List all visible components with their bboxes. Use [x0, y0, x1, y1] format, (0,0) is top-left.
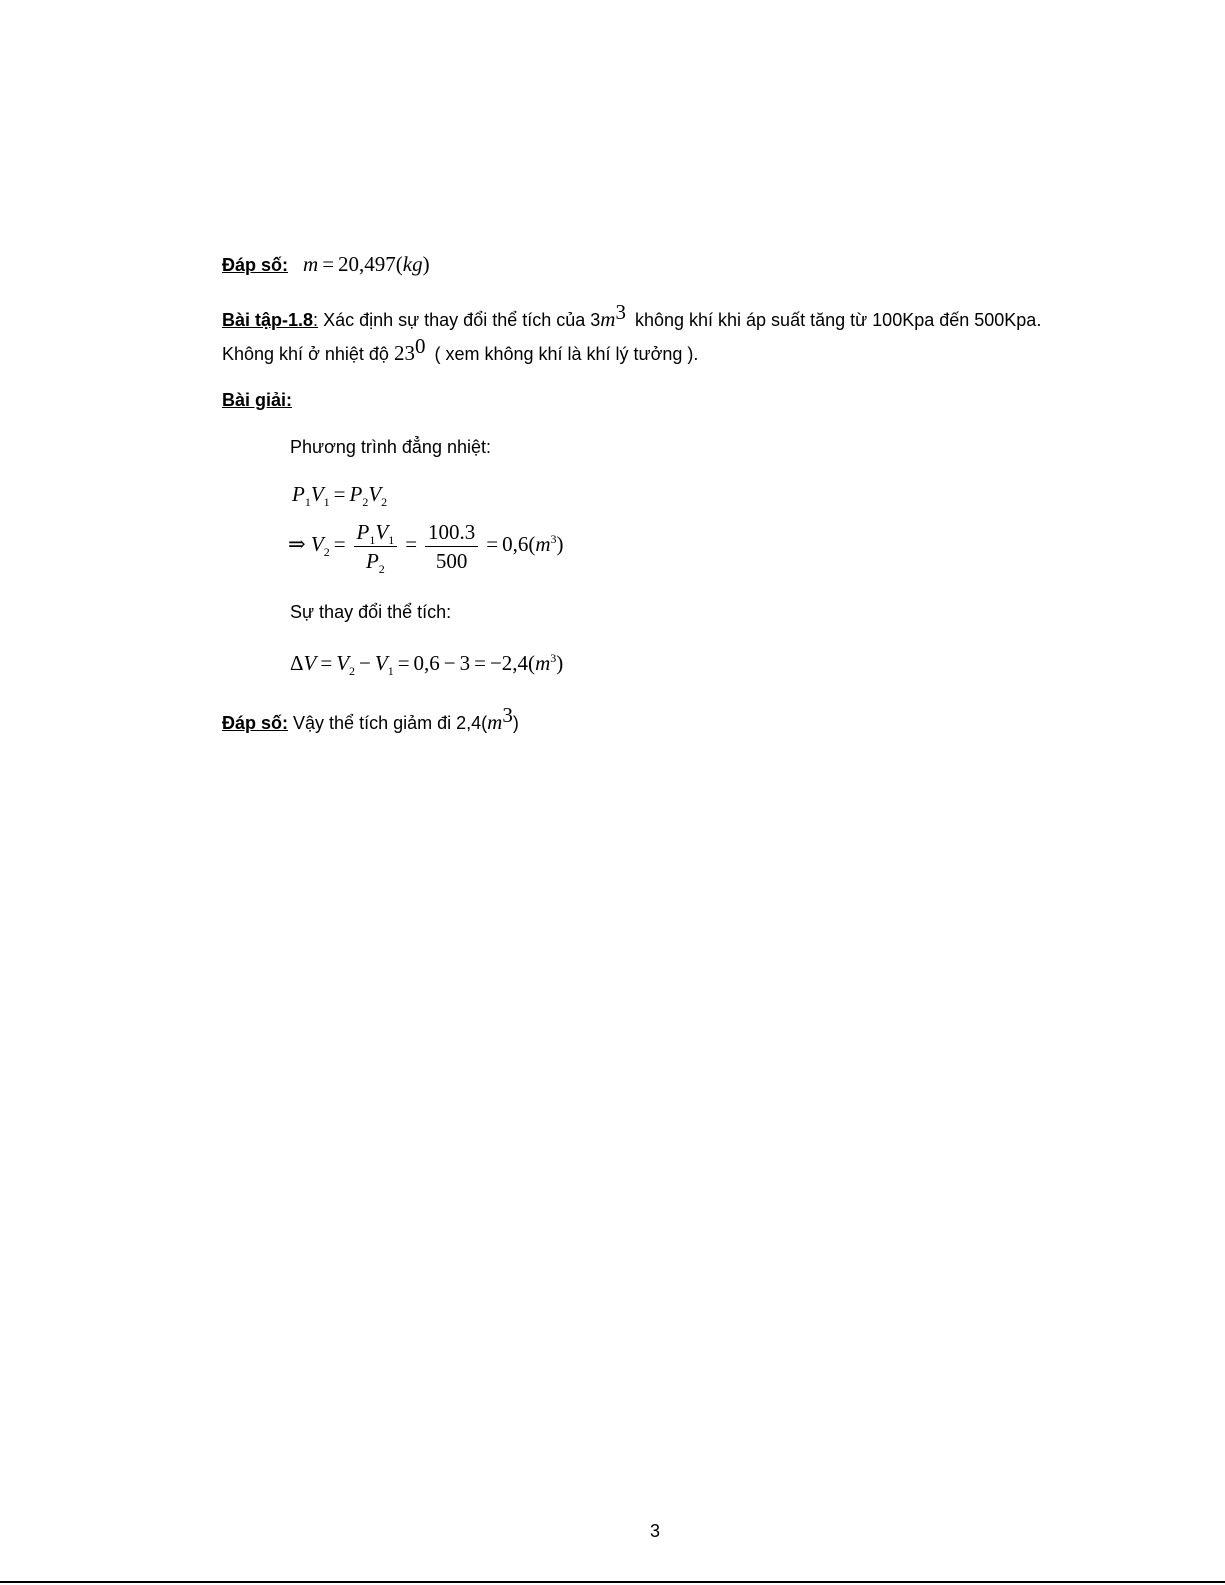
fraction-denominator — [354, 547, 398, 576]
equation-isothermal — [292, 482, 388, 510]
unit-exponent: 3 — [550, 532, 557, 546]
fraction-numeric — [425, 520, 478, 573]
exercise-line2-part1: Không khí ở nhiệt độ — [222, 344, 389, 364]
solution-label-line — [222, 388, 292, 412]
fraction-denominator: 500 — [435, 548, 468, 573]
temperature-exponent: 0 — [414, 334, 426, 358]
unit-m: m — [600, 307, 616, 331]
subscript: 2 — [323, 545, 330, 560]
var-V: V — [336, 651, 350, 675]
exercise-title: Bài tập-1.8 — [222, 310, 314, 330]
footer-divider — [0, 1581, 1225, 1583]
answer-formula — [303, 252, 430, 276]
isothermal-heading: Phương trình đẳng nhiệt: — [290, 437, 491, 457]
delta-symbol: Δ — [290, 651, 304, 675]
subscript: 2 — [381, 495, 388, 510]
close-paren: ) — [512, 713, 519, 733]
exercise-line-2 — [222, 334, 699, 366]
subscript: 2 — [378, 561, 385, 576]
unit-m: m — [535, 532, 551, 556]
equals-sign: = — [474, 651, 486, 675]
var-V: V — [374, 651, 388, 675]
result-value: −2,4( — [489, 651, 536, 675]
equals-sign: = — [320, 651, 333, 675]
temperature-value: 23 — [393, 341, 415, 365]
unit-exponent: 3 — [615, 300, 626, 324]
exercise-text-part2: không khí khi áp suất tăng từ 100Kpa đến 500Kpa. — [634, 310, 1042, 330]
equals-sign: = — [405, 532, 418, 556]
close-paren: ) — [556, 651, 564, 675]
final-answer-label: Đáp số: — [222, 713, 289, 733]
exercise-colon: : — [313, 310, 319, 330]
unit-m: m — [487, 710, 503, 734]
answer-value: 20,497( — [338, 252, 403, 276]
value: 0,6 — [413, 651, 440, 675]
close-paren: ) — [422, 252, 430, 276]
var-P: P — [356, 519, 370, 544]
var-V: V — [303, 651, 317, 675]
previous-answer-line — [222, 252, 430, 277]
equals-sign: = — [333, 482, 346, 506]
subscript: 1 — [304, 495, 311, 510]
minus-sign: − — [443, 651, 456, 675]
value: 3 — [459, 651, 471, 675]
unit-exponent: 3 — [550, 651, 557, 665]
answer-label: Đáp số: — [222, 255, 289, 275]
solution-label: Bài giải: — [222, 390, 293, 410]
isothermal-heading-line — [290, 435, 491, 459]
exercise-line2-part2: ( xem không khí là khí lý tưởng ). — [434, 344, 699, 364]
subscript: 2 — [349, 664, 356, 679]
fraction-symbolic — [354, 519, 398, 576]
exercise-text-part1: Xác định sự thay đổi thể tích của 3 — [323, 310, 601, 330]
subscript: 1 — [387, 664, 394, 679]
unit-exponent: 3 — [502, 703, 513, 727]
final-answer-text: Vậy thể tích giảm đi 2,4( — [293, 713, 488, 733]
var-P: P — [349, 482, 363, 506]
volume-change-heading-line — [290, 600, 451, 624]
var-P: P — [292, 482, 305, 506]
close-paren: ) — [556, 532, 564, 556]
subscript: 1 — [388, 532, 395, 547]
page-number: 3 — [650, 1521, 661, 1541]
result-value: 0,6( — [502, 532, 536, 556]
unit-m: m — [535, 651, 551, 675]
var-m: m — [303, 252, 319, 276]
subscript: 2 — [362, 495, 369, 510]
exercise-line-1 — [222, 300, 1042, 332]
var-V: V — [375, 519, 389, 544]
fraction-numerator — [354, 520, 398, 547]
var-V: V — [310, 482, 324, 506]
subscript: 1 — [369, 532, 376, 547]
subscript: 1 — [323, 495, 330, 510]
equals-sign: = — [333, 532, 346, 556]
equation-v2 — [288, 516, 564, 576]
equals-sign: = — [322, 252, 335, 276]
final-answer-line — [222, 703, 519, 735]
volume-change-heading: Sự thay đổi thể tích: — [290, 602, 452, 622]
var-V: V — [310, 532, 324, 556]
answer-unit: kg — [402, 252, 423, 276]
fraction-numerator: 100.3 — [425, 520, 478, 547]
equals-sign: = — [486, 532, 499, 556]
var-V: V — [368, 482, 382, 506]
equation-delta-v — [290, 651, 564, 679]
var-P: P — [365, 548, 379, 573]
implies-arrow: ⇒ — [288, 532, 306, 556]
equals-sign: = — [397, 651, 410, 675]
minus-sign: − — [359, 651, 371, 675]
